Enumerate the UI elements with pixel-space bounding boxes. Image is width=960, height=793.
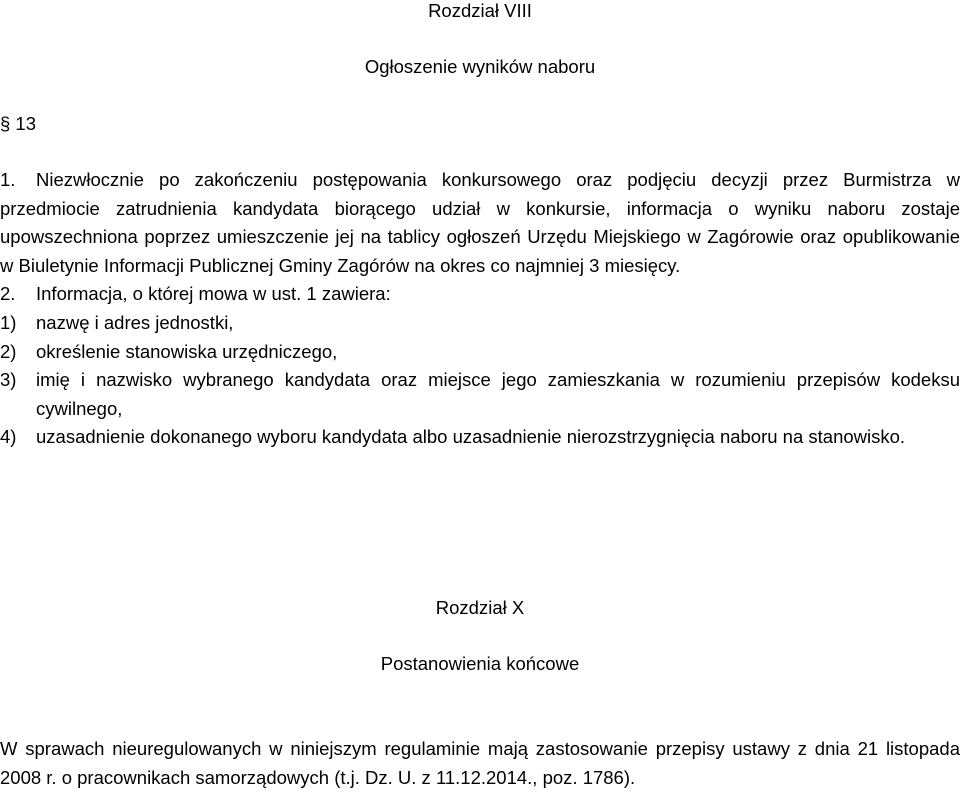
item-2-text: Informacja, o której mowa w ust. 1 zawiera: [36,283,391,305]
item-2 [0,280,960,309]
section-13-mark: § 13 [0,113,37,134]
subitem-2 [0,338,960,367]
subitem-1-text: nazwę i adres jednostki, [36,311,234,333]
subitem-2-text: określenie stanowiska urzędniczego, [36,340,338,362]
chapter-10-heading: Rozdział X [435,597,525,618]
item-1-text: Niezwłocznie po zakończeniu postępowania konkursowego oraz podjęciu decyzji przez Burmistrza w przedmiocie zatrudnienia kandydata biorącego udział w konkursie, informacja o wyniku naboru zostaje upowszechniona poprzez umieszczenie jej na tablicy ogłoszeń Urzędu Miejskiego w Zagórowie oraz opublikowanie w Biuletynie Informacji Publicznej Gminy Zagórów na okres co najmniej 3 miesięcy. [0,169,960,276]
subitem-3-label: 3) [0,369,17,391]
item-2-label: 2. [0,283,16,305]
subitem-4-label: 4) [0,426,17,448]
item-1-label: 1. [0,169,16,190]
closing-paragraph: W sprawach nieuregulowanych w niniejszym regulaminie mają zastosowanie przepisy ustawy z dnia 21 listopada 2008 r. o pracownikach samorządowych (t.j. Dz. U. z 11.12.2014., poz. 1786). [0,738,960,788]
subitem-3-text: imię i nazwisko wybranego kandydata oraz miejsce jego zamieszkania w rozumieniu przepisów kodeksu cywilnego, [36,369,960,419]
subitem-1-label: 1) [0,311,17,333]
chapter-10-title: Postanowienia końcowe [380,653,580,674]
chapter-8-title: Ogłoszenie wyników naboru [364,56,596,77]
subitem-2-label: 2) [0,340,17,362]
chapter-8-heading: Rozdział VIII [428,0,532,21]
subitem-4 [0,423,960,452]
subitem-1 [0,309,960,338]
subitem-4-text: uzasadnienie dokonanego wyboru kandydata albo uzasadnienie nierozstrzygnięcia naboru na stanowisko. [36,426,906,448]
subitem-3 [0,366,960,423]
item-1 [0,166,960,280]
section-13-body [0,166,960,452]
